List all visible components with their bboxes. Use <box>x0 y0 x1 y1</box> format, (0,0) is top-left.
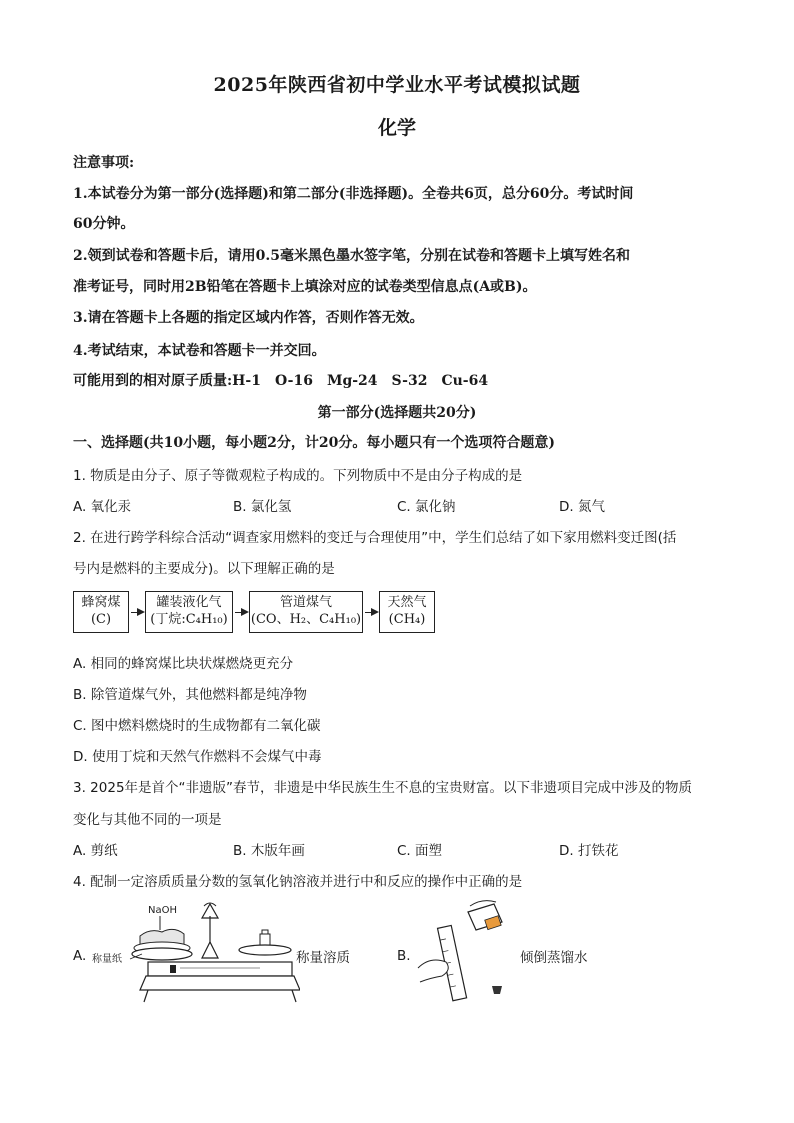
pouring-water-illustration <box>412 898 512 1008</box>
balance-scale-illustration <box>90 898 300 1010</box>
q3-option-a[interactable]: A. 剪纸 <box>73 843 118 859</box>
flow-arrow <box>235 612 247 613</box>
q1-stem: 1. 物质是由分子、原子等微观粒子构成的。下列物质中不是由分子构成的是 <box>73 468 523 484</box>
pivot <box>202 942 218 958</box>
flow-box-natural-gas <box>379 591 435 633</box>
flow-arrow <box>131 612 143 613</box>
flow-arrow <box>365 612 377 613</box>
weight <box>260 934 270 946</box>
balance-foot-right <box>292 990 296 1002</box>
balance-foot-left <box>144 990 148 1002</box>
q3-option-d[interactable]: D. 打铁花 <box>559 843 619 859</box>
q4-option-a-letter[interactable]: A. <box>73 948 87 964</box>
page-title: 2025年陕西省初中学业水平考试模拟试题 <box>213 74 581 96</box>
q3-stem-line1: 3. 2025年是首个“非遗版”春节，非遗是中华民族生生不息的宝贵财富。以下非遗项目完成中涉及的物质 <box>73 780 693 796</box>
subject-title: 化学 <box>377 117 416 139</box>
q1-option-d[interactable]: D. 氮气 <box>559 499 605 515</box>
q1-option-a[interactable]: A. 氧化汞 <box>73 499 132 515</box>
flow-label: 罐装液化气 <box>156 595 222 610</box>
q4-option-b-letter[interactable]: B. <box>397 948 411 964</box>
scale-beam <box>148 962 292 976</box>
notice-heading: 注意事项: <box>73 155 135 171</box>
q3-option-c[interactable]: C. 面塑 <box>397 843 443 859</box>
flow-box-pipeline-gas <box>249 591 363 633</box>
flow-label: 管道煤气 <box>279 595 332 610</box>
q4-option-b-caption: 倾倒蒸馏水 <box>520 950 588 966</box>
q2-stem-line1: 2. 在进行跨学科综合活动“调查家用燃料的变迁与合理使用”中，学生们总结了如下家用燃料变迁图(括 <box>73 530 677 546</box>
flow-formula: (丁烷:C₄H₁₀) <box>150 612 228 627</box>
flow-label: 蜂窝煤 <box>81 595 121 610</box>
flow-formula: (C) <box>90 612 112 627</box>
notice-item-1: 1.本试卷分为第一部分(选择题)和第二部分(非选择题)。全卷共6页，总分60分。考试时间 <box>73 186 634 202</box>
flow-box-lpg <box>145 591 233 633</box>
q2-stem-line2: 号内是燃料的主要成分)。以下理解正确的是 <box>73 561 335 577</box>
notice-item-3: 3.请在答题卡上各题的指定区域内作答，否则作答无效。 <box>73 310 424 326</box>
naoh-label: NaOH <box>148 905 177 916</box>
flow-formula: (CH₄) <box>388 612 426 627</box>
balance-base <box>140 976 300 990</box>
q2-option-b[interactable]: B. 除管道煤气外，其他燃料都是纯净物 <box>73 687 307 703</box>
q2-option-a[interactable]: A. 相同的蜂窝煤比块状煤燃烧更充分 <box>73 656 294 672</box>
q3-option-b[interactable]: B. 木版年画 <box>233 843 305 859</box>
notice-item-1-cont: 60分钟。 <box>73 216 135 232</box>
q1-option-b[interactable]: B. 氯化氢 <box>233 499 292 515</box>
q1-option-c[interactable]: C. 氯化钠 <box>397 499 456 515</box>
q2-option-c[interactable]: C. 图中燃料燃烧时的生成物都有二氧化碳 <box>73 718 321 734</box>
q2-option-d[interactable]: D. 使用丁烷和天然气作燃料不会煤气中毒 <box>73 749 322 765</box>
q3-stem-line2: 变化与其他不同的一项是 <box>73 812 222 828</box>
weighing-paper-label: 称量纸 <box>92 954 122 965</box>
q4-stem: 4. 配制一定溶质质量分数的氢氧化钠溶液并进行中和反应的操作中正确的是 <box>73 874 523 890</box>
notice-item-4: 4.考试结束，本试卷和答题卡一并交回。 <box>73 343 326 359</box>
weight-knob <box>262 930 268 934</box>
section-heading: 一、选择题(共10小题，每小题2分，计20分。每小题只有一个选项符合题意) <box>73 435 555 451</box>
bottle-stopper <box>492 986 502 994</box>
flow-formula: (CO、H₂、C₄H₁₀) <box>250 612 362 627</box>
q4-option-a-caption: 称量溶质 <box>296 950 350 966</box>
notice-item-2: 2.领到试卷和答题卡后，请用0.5毫米黑色墨水签字笔，分别在试卷和答题卡上填写姓名和 <box>73 248 630 264</box>
rider <box>170 965 176 973</box>
flow-label: 天然气 <box>387 595 427 610</box>
atomic-mass-line: 可能用到的相对原子质量:H-1 O-16 Mg-24 S-32 Cu-64 <box>73 373 489 389</box>
part1-title: 第一部分(选择题共20分) <box>317 405 477 421</box>
flow-box-honeycomb-coal <box>73 591 129 633</box>
hand-left <box>418 960 448 982</box>
notice-item-2-cont: 准考证号，同时用2B铅笔在答题卡上填涂对应的试卷类型信息点(A或B)。 <box>73 279 537 295</box>
right-pan <box>239 945 291 955</box>
